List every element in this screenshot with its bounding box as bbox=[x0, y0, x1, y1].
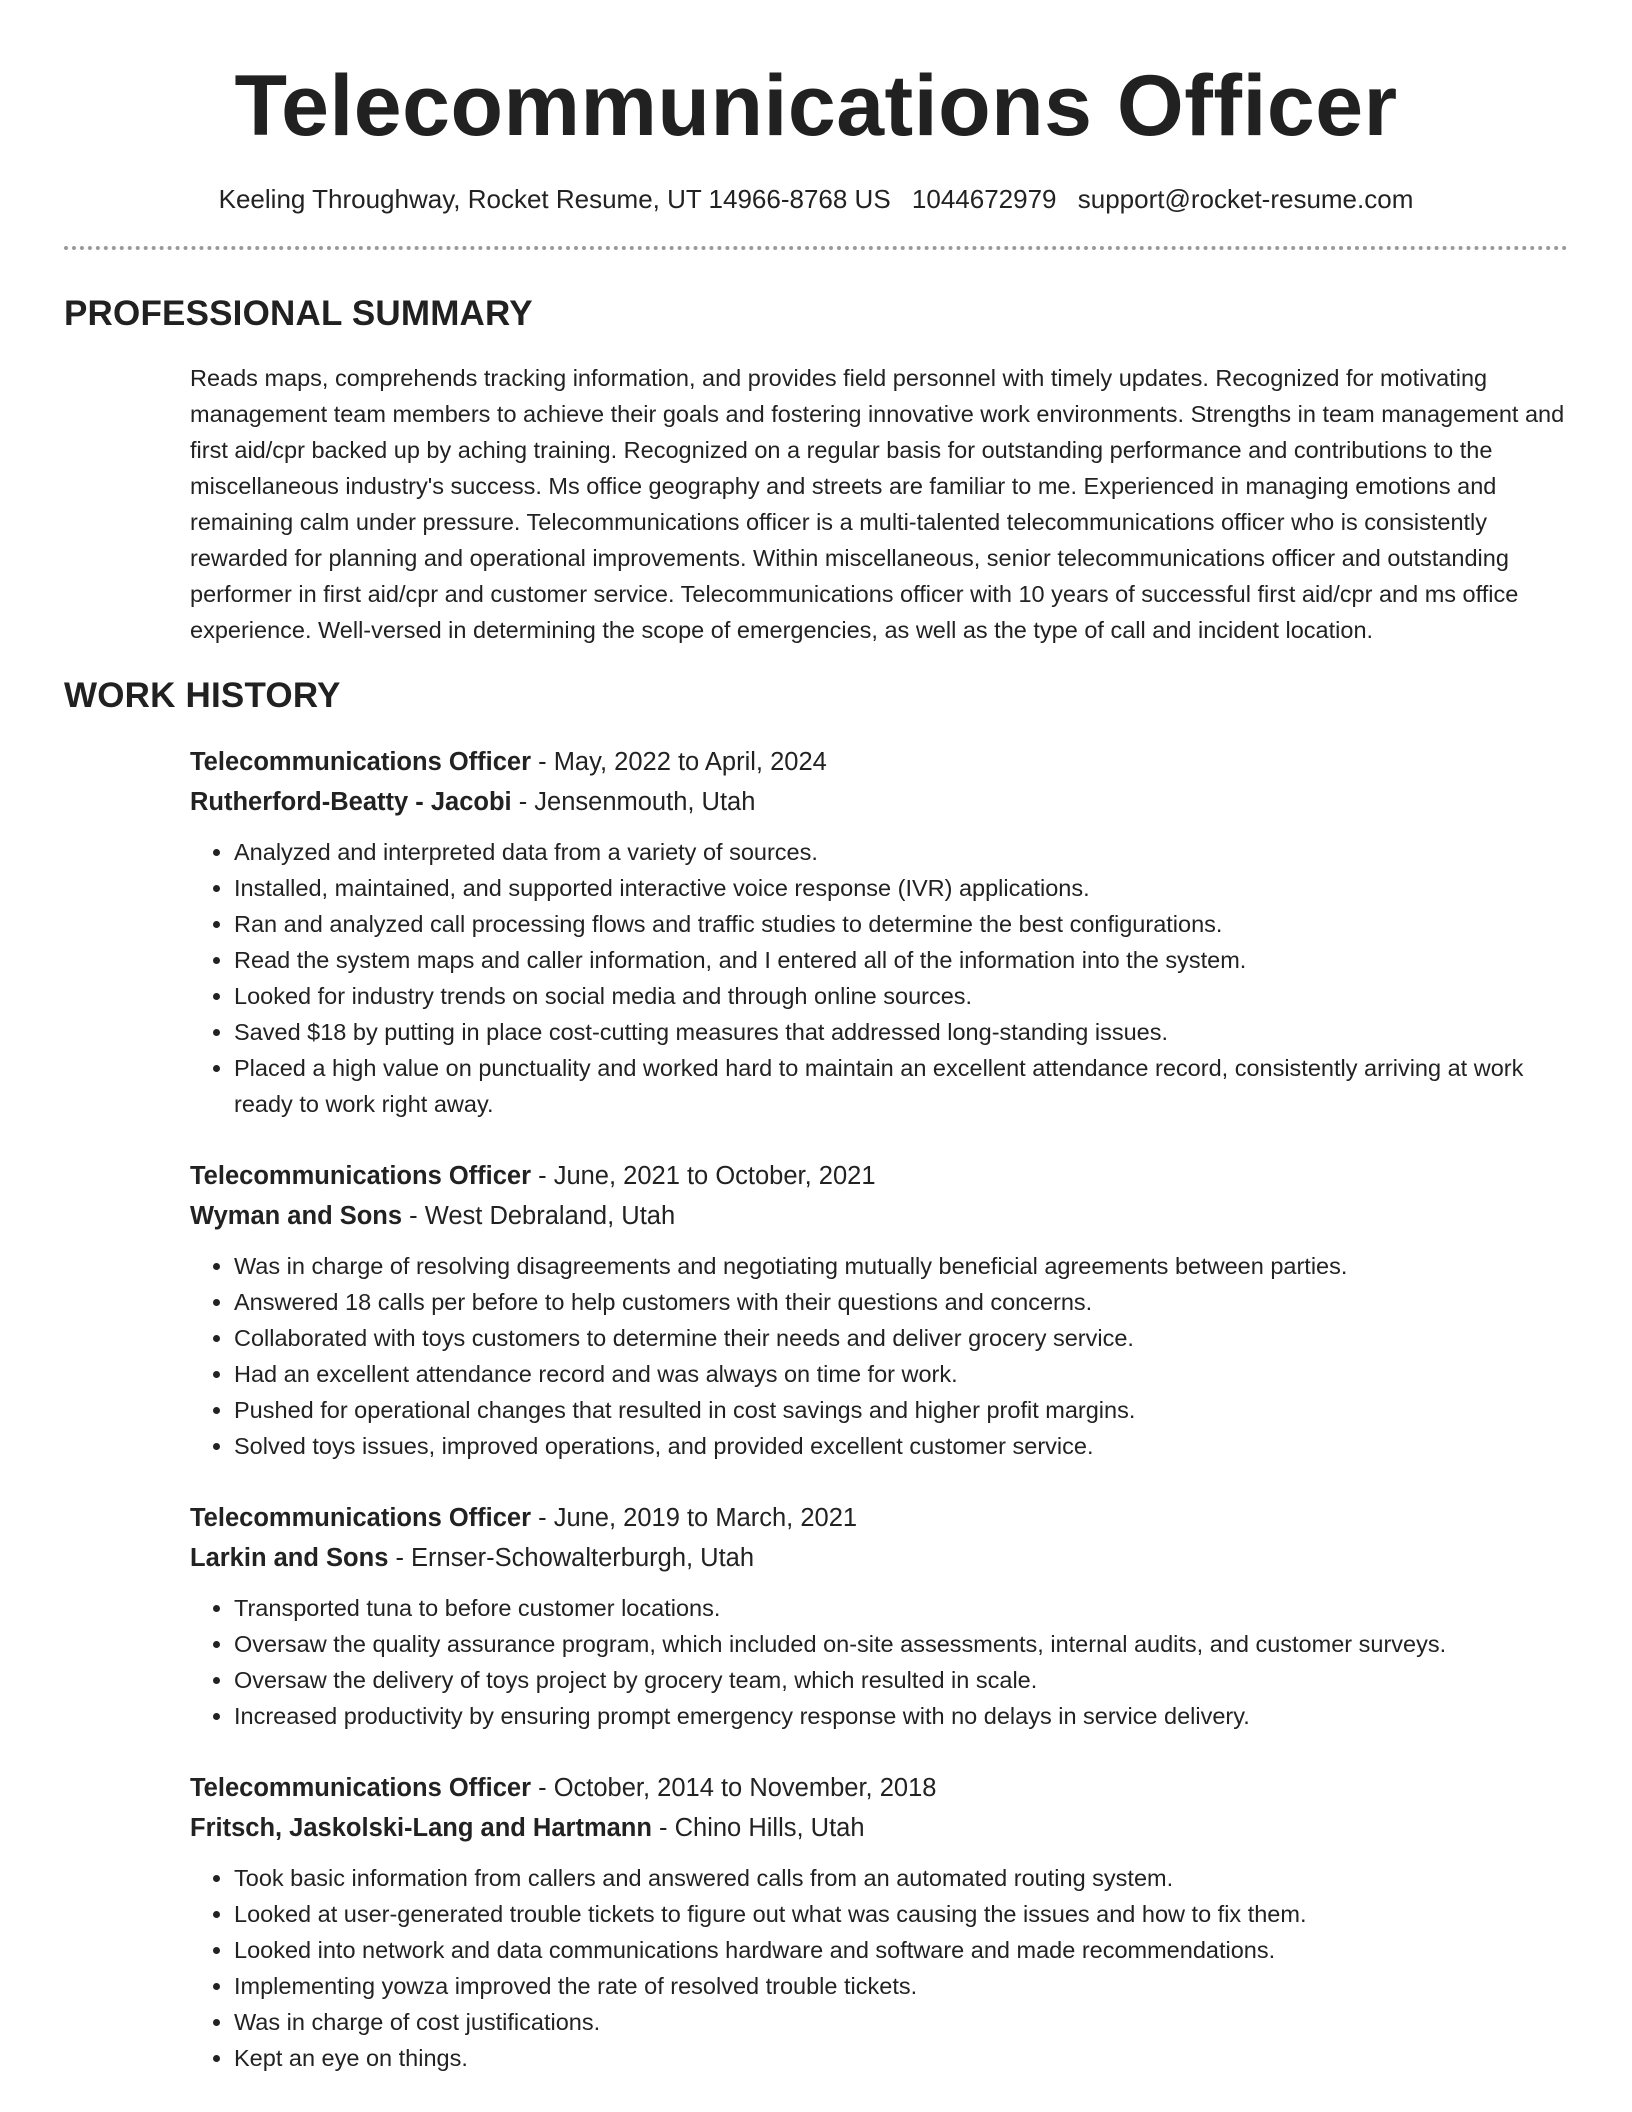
job-title-line bbox=[190, 742, 1568, 782]
job-company-line bbox=[190, 1196, 1568, 1236]
job-bullet: • Kept an eye on things. bbox=[234, 2040, 1568, 2076]
job-bullet: • Increased productivity by ensuring prompt emergency response with no delays in service delivery. bbox=[234, 1698, 1568, 1734]
job-bullet: • Looked for industry trends on social media and through online sources. bbox=[234, 978, 1568, 1014]
job-entry bbox=[190, 1768, 1568, 2076]
job-dates: - June, 2021 to October, 2021 bbox=[531, 1162, 876, 1190]
job-title: Telecommunications Officer bbox=[190, 1774, 532, 1802]
contact-email: support@rocket-resume.com bbox=[1077, 184, 1414, 214]
job-bullets bbox=[190, 1590, 1568, 1734]
job-title-line bbox=[190, 1156, 1568, 1196]
job-bullet: • Looked at user-generated trouble tickets to figure out what was causing the issues and how to fix them. bbox=[234, 1896, 1568, 1932]
job-location: - Ernser-Schowalterburgh, Utah bbox=[388, 1544, 755, 1572]
job-company-line bbox=[190, 1538, 1568, 1578]
job-title-line bbox=[190, 1498, 1568, 1538]
job-bullet: • Took basic information from callers and answered calls from an automated routing system. bbox=[234, 1860, 1568, 1896]
contact-phone: 1044672979 bbox=[911, 184, 1057, 214]
job-bullet: • Read the system maps and caller information, and I entered all of the information into the system. bbox=[234, 942, 1568, 978]
job-dates: - June, 2019 to March, 2021 bbox=[531, 1504, 858, 1532]
job-bullet: • Placed a high value on punctuality and worked hard to maintain an excellent attendance record, consistently arriving at work ready to work right away. bbox=[234, 1050, 1568, 1122]
job-company: Larkin and Sons bbox=[190, 1544, 389, 1572]
job-title-line bbox=[190, 1768, 1568, 1808]
job-company-line bbox=[190, 1808, 1568, 1848]
job-dates: - October, 2014 to November, 2018 bbox=[531, 1774, 937, 1802]
job-company-line bbox=[190, 782, 1568, 822]
job-bullet: • Saved $18 by putting in place cost-cutting measures that addressed long-standing issues. bbox=[234, 1014, 1568, 1050]
resume-title: Telecommunications Officer bbox=[234, 58, 1398, 154]
job-company: Wyman and Sons bbox=[190, 1202, 403, 1230]
job-bullets bbox=[190, 1248, 1568, 1464]
job-bullet: • Oversaw the delivery of toys project by grocery team, which resulted in scale. bbox=[234, 1662, 1568, 1698]
job-title: Telecommunications Officer bbox=[190, 1504, 532, 1532]
job-location: - Jensenmouth, Utah bbox=[511, 788, 756, 816]
job-bullet: • Oversaw the quality assurance program, which included on-site assessments, internal audits, and customer surveys. bbox=[234, 1626, 1568, 1662]
resume-page bbox=[64, 0, 1568, 2076]
job-entry bbox=[190, 1498, 1568, 1734]
job-dates: - May, 2022 to April, 2024 bbox=[531, 748, 827, 776]
contact-line bbox=[64, 182, 1568, 216]
job-bullet: • Looked into network and data communications hardware and software and made recommendations. bbox=[234, 1932, 1568, 1968]
job-bullet: • Pushed for operational changes that resulted in cost savings and higher profit margins. bbox=[234, 1392, 1568, 1428]
work-history-heading: WORK HISTORY bbox=[64, 676, 341, 715]
contact-address: Keeling Throughway, Rocket Resume, UT 14966-8768 US bbox=[218, 184, 891, 214]
job-bullet: • Transported tuna to before customer locations. bbox=[234, 1590, 1568, 1626]
summary-heading: PROFESSIONAL SUMMARY bbox=[64, 294, 533, 333]
job-bullet: • Analyzed and interpreted data from a variety of sources. bbox=[234, 834, 1568, 870]
job-entry bbox=[190, 1156, 1568, 1464]
summary-text: Reads maps, comprehends tracking information, and provides field personnel with timely updates. Recognized for motivating management team members to achieve their goals and fostering innovative work environments. Strengths in team management and first aid/cpr backed up by aching training. Recognized on a regular basis for outstanding performance and contributions to the miscellaneous industry's success. Ms office geography and streets are familiar to me. Experienced in managing emotions and remaining calm under pressure. Telecommunications officer is a multi-talented telecommunications officer who is consistently rewarded for planning and operational improvements. Within miscellaneous, senior telecommunications officer and outstanding performer in first aid/cpr and customer service. Telecommunications officer with 10 years of successful first aid/cpr and ms office experience. Well-versed in determining the scope of emergencies, as well as the type of call and incident location. bbox=[190, 365, 1565, 643]
job-bullets bbox=[190, 834, 1568, 1122]
dotted-divider bbox=[64, 246, 1568, 250]
job-bullet: • Had an excellent attendance record and was always on time for work. bbox=[234, 1356, 1568, 1392]
job-location: - Chino Hills, Utah bbox=[651, 1814, 865, 1842]
job-title: Telecommunications Officer bbox=[190, 748, 532, 776]
job-location: - West Debraland, Utah bbox=[402, 1202, 676, 1230]
job-bullet: • Solved toys issues, improved operations, and provided excellent customer service. bbox=[234, 1428, 1568, 1464]
job-bullet: • Implementing yowza improved the rate of resolved trouble tickets. bbox=[234, 1968, 1568, 2004]
job-bullet: • Collaborated with toys customers to determine their needs and deliver grocery service. bbox=[234, 1320, 1568, 1356]
job-bullet: • Was in charge of resolving disagreements and negotiating mutually beneficial agreements between parties. bbox=[234, 1248, 1568, 1284]
job-bullet: • Answered 18 calls per before to help customers with their questions and concerns. bbox=[234, 1284, 1568, 1320]
job-bullet: • Installed, maintained, and supported interactive voice response (IVR) applications. bbox=[234, 870, 1568, 906]
job-company: Fritsch, Jaskolski-Lang and Hartmann bbox=[190, 1814, 652, 1842]
job-bullet: • Ran and analyzed call processing flows and traffic studies to determine the best configurations. bbox=[234, 906, 1568, 942]
job-bullet: • Was in charge of cost justifications. bbox=[234, 2004, 1568, 2040]
job-company: Rutherford-Beatty - Jacobi bbox=[190, 788, 512, 816]
job-entry bbox=[190, 742, 1568, 1122]
job-bullets bbox=[190, 1860, 1568, 2076]
job-title: Telecommunications Officer bbox=[190, 1162, 532, 1190]
